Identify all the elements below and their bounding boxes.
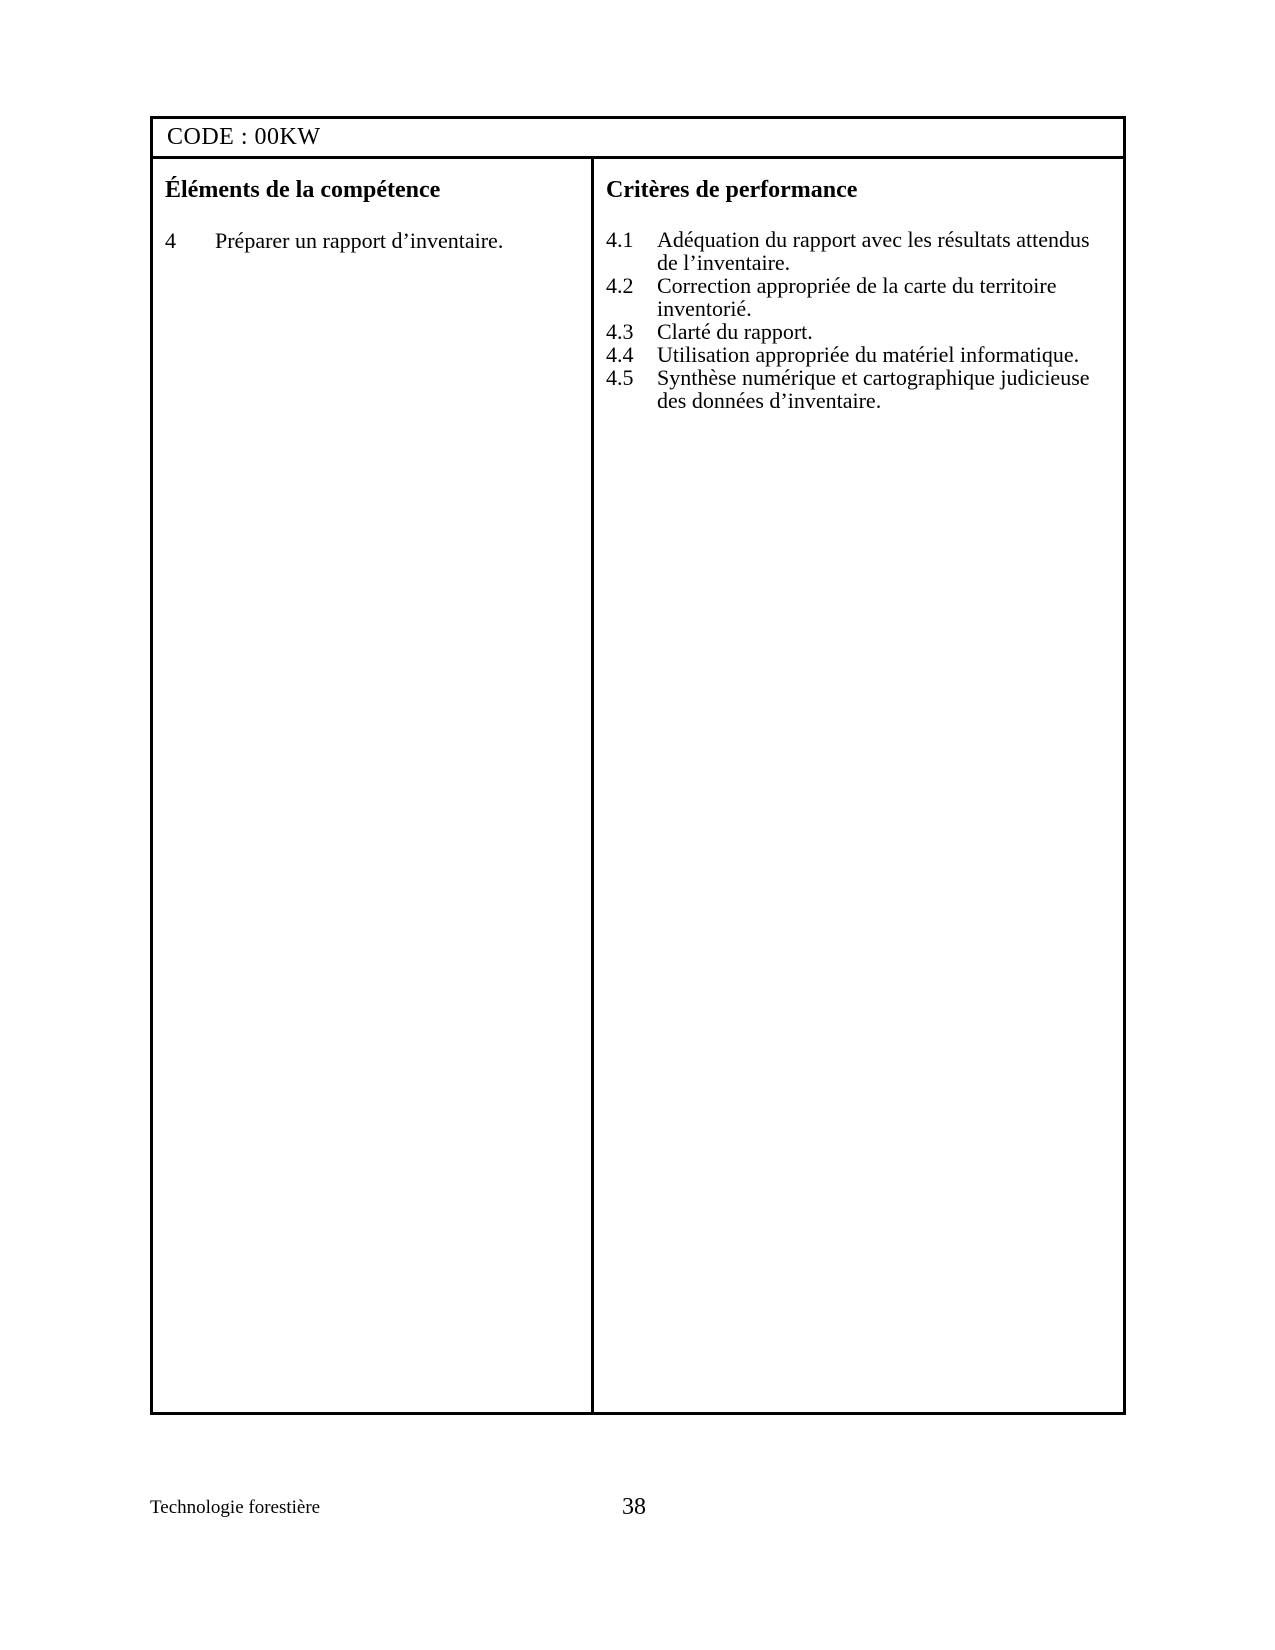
criteria-heading: Critères de performance [606, 177, 858, 203]
criterion-text: Clarté du rapport. [657, 319, 813, 344]
criterion-number: 4.1 [606, 227, 634, 252]
footer-program-name: Technologie forestière [150, 1497, 321, 1518]
criterion-item [606, 274, 1113, 320]
competency-table [150, 116, 1126, 1415]
criterion-number: 4.4 [606, 342, 634, 367]
competency-code: CODE : 00KW [167, 124, 321, 150]
code-row [153, 119, 1123, 159]
element-item [165, 228, 503, 254]
page-number: 38 [622, 1494, 646, 1520]
criterion-text: Synthèse numérique et cartographique judicieuse des données d’inventaire. [657, 365, 1090, 413]
elements-heading: Éléments de la compétence [165, 177, 441, 203]
criterion-number: 4.3 [606, 319, 634, 344]
criterion-item [606, 228, 1113, 274]
elements-column [153, 157, 591, 1412]
criterion-text: Adéquation du rapport avec les résultats attendus de l’inventaire. [657, 227, 1090, 275]
criteria-list [606, 228, 1113, 412]
criteria-column [594, 157, 1123, 1412]
criterion-item [606, 366, 1113, 412]
criterion-text: Correction appropriée de la carte du territoire inventorié. [657, 273, 1057, 321]
criterion-text: Utilisation appropriée du matériel informatique. [657, 342, 1080, 367]
criterion-item [606, 343, 1113, 366]
criterion-item [606, 320, 1113, 343]
element-number: 4 [165, 228, 176, 253]
element-text: Préparer un rapport d’inventaire. [215, 228, 504, 253]
criterion-number: 4.5 [606, 365, 634, 390]
criterion-number: 4.2 [606, 273, 634, 298]
